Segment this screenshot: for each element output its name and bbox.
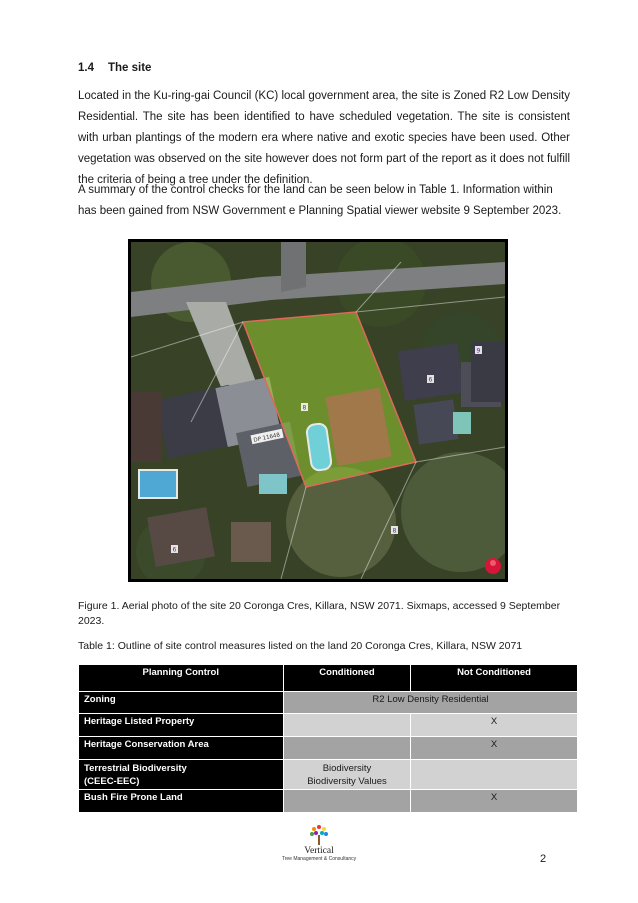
conditioned-line: Biodiversity Values (307, 776, 387, 787)
row-label (79, 760, 284, 790)
conditioned-cell (284, 760, 411, 790)
conditioned-cell (284, 790, 411, 813)
nsw-waratah-icon (485, 558, 501, 574)
not-conditioned-cell: X (411, 790, 578, 813)
map-lot-label-c: 8 (392, 527, 397, 535)
table-row (79, 714, 578, 737)
conditioned-cell (284, 737, 411, 760)
section-title: The site (108, 62, 152, 74)
row-label: Heritage Listed Property (79, 714, 284, 737)
figure-caption: Figure 1. Aerial photo of the site 20 Coronga Cres, Killara, NSW 2071. Sixmaps, accessed 9 September 2023. (78, 600, 561, 627)
control-summary-paragraph: A summary of the control checks for the land can be seen below in Table 1. Information within has been gained from NSW Government e Planning Spatial viewer website 9 September 2023. (78, 184, 562, 217)
aerial-photo (128, 239, 508, 582)
table-row (79, 737, 578, 760)
section-number: 1.4 (78, 62, 94, 74)
table-title: Table 1: Outline of site control measures listed on the land 20 Coronga Cres, Killara, NSW 2071 (78, 640, 523, 652)
conditioned-cell (284, 714, 411, 737)
column-header: Planning Control (79, 665, 284, 692)
section-heading (78, 62, 151, 74)
merged-cell: R2 Low Density Residential (284, 692, 578, 714)
logo-tagline: Tree Management & Consultancy (281, 856, 357, 862)
company-logo (269, 822, 369, 866)
site-controls-table (78, 665, 578, 813)
table-header-row (79, 665, 578, 692)
column-header: Conditioned (284, 665, 411, 692)
map-lot-label-main: 8 (302, 404, 307, 412)
row-label: Bush Fire Prone Land (79, 790, 284, 813)
not-conditioned-cell: X (411, 737, 578, 760)
site-description-paragraph: Located in the Ku-ring-gai Council (KC) local government area, the site is Zoned R2 Low Density Residential. The site has been identified to have scheduled vegetation. The site is consistent with urban plantings of the modern era where native and exotic species have been used. Other vegetation was observed on the site however does not form part of the report as it does not fulfill the criteria of being a tree under the definition. (78, 90, 570, 186)
page-number: 2 (540, 853, 547, 865)
map-lot-label-d: 6 (172, 546, 177, 554)
logo-name: Vertical (304, 846, 334, 856)
not-conditioned-cell (411, 760, 578, 790)
map-dp-label: DP 11648 (253, 432, 281, 444)
table-row (79, 790, 578, 813)
row-label-line: Terrestrial Biodiversity (84, 763, 187, 774)
table-row (79, 760, 578, 790)
row-label-line: (CEEC-EEC) (84, 776, 140, 787)
row-label: Heritage Conservation Area (79, 737, 284, 760)
table-row (79, 692, 578, 714)
tree-icon (307, 822, 331, 846)
column-header: Not Conditioned (411, 665, 578, 692)
row-label: Zoning (79, 692, 284, 714)
conditioned-line: Biodiversity (322, 763, 372, 774)
map-lot-label-b: 9 (476, 347, 481, 355)
map-lot-label-a: 6 (428, 376, 433, 384)
not-conditioned-cell: X (411, 714, 578, 737)
